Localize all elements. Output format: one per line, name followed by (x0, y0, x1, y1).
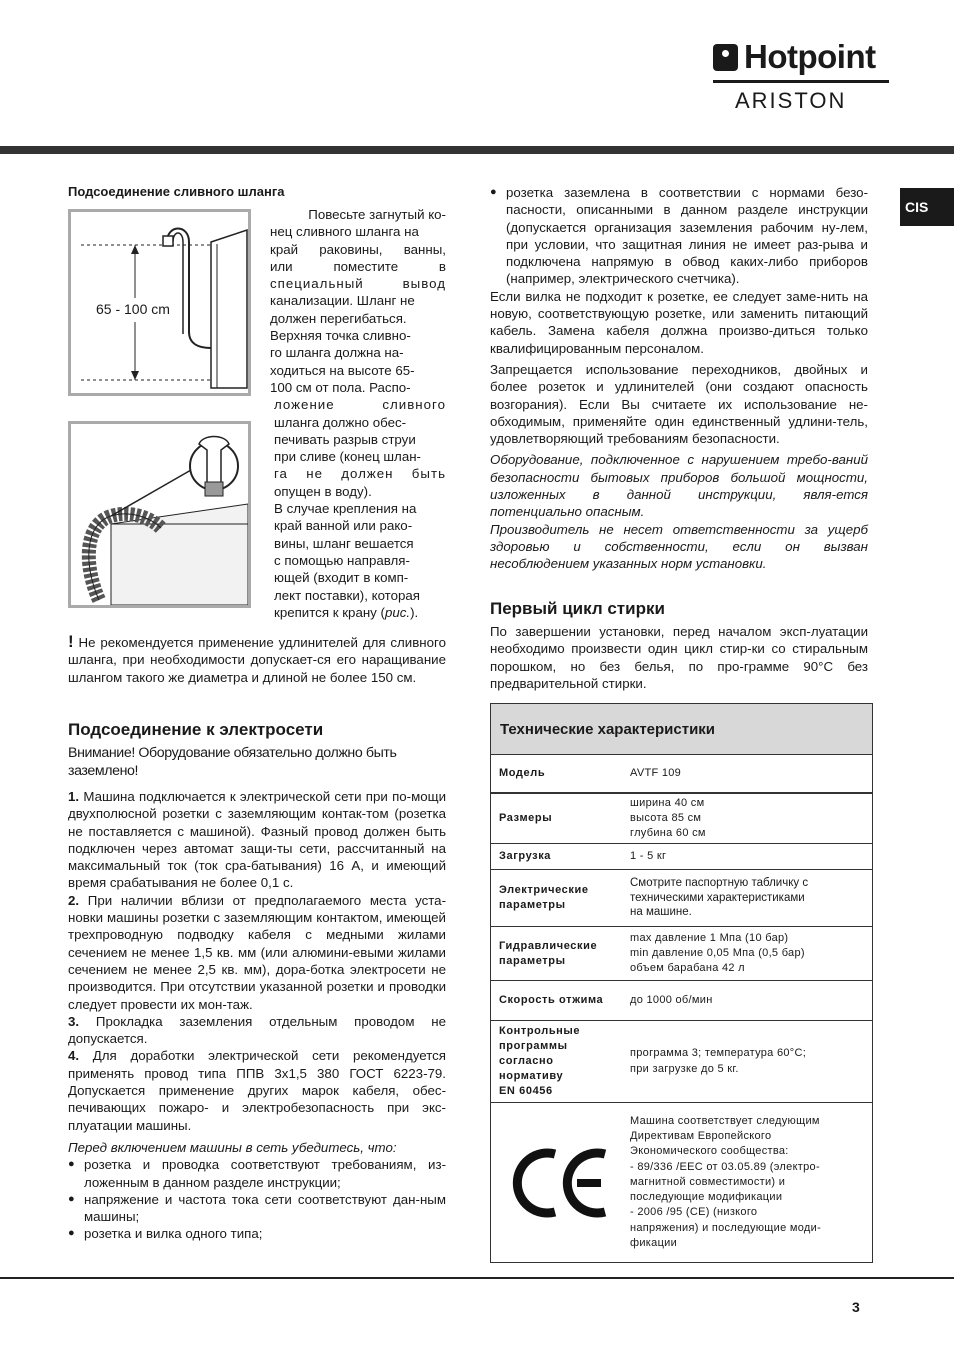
drain-line: Верхняя точка сливно- (270, 328, 411, 344)
drain-line: га не должен быть (274, 466, 446, 482)
drain-line: Повесьте загнутый ко- (308, 207, 446, 222)
language-tab: CIS (900, 188, 954, 226)
spec-row-spin: Скорость отжима до 1000 об/мин (491, 981, 872, 1021)
drain-line: ходиться на высоте 65- (270, 362, 415, 378)
drain-line: лект поставки), которая (274, 587, 421, 603)
spec-row-dimensions: Размеры ширина 40 см высота 85 см глубина 60 см (491, 793, 872, 844)
brand-name: Hotpoint (744, 38, 876, 75)
warning-icon: ! (68, 632, 74, 651)
drain-line: должен перегибаться. (270, 310, 407, 326)
drain-line: печивать разрыв струи (274, 431, 416, 447)
adapter-paragraph: Запрещается использование переходников, двойных и более розеток и удлинителей (они создают опасность возгорания). Если Вы считаете их использование не-обходимым, применяйте один единственный удлини-тель, удовлетворяющий требованиям безопасности. (490, 361, 868, 447)
electric-item: 3. Прокладка заземления отдельным проводом не допускается. (68, 1013, 446, 1047)
drain-line: край раковины, ванны, (270, 241, 446, 257)
hotpoint-logo-icon (713, 44, 738, 71)
drain-title: Подсоединение сливного шланга (68, 184, 285, 199)
drain-line: край ванной или рако- (274, 518, 413, 534)
drain-instructions (270, 206, 446, 621)
electric-item: 1. Машина подключается к электрической сети при по-мощи двухполюсной розетки с заземляющим контак-том (розетка не поставляется с машиной). Фазный провод должен быть подключен через автомат защи-ты сети, рассчитанный на максимальный ток (ток сра-батывания) 16 А, и имеющий время срабатывания не более 0,1 с. (68, 789, 446, 891)
electric-item: 4. Для доработки электрической сети рекомендуется применять провод типа ППВ 3х1,5 380 ГОСТ 6223-79. Допускается применение других марок кабеля, обес-печивающих пожаро- и электробезопасность при экс-плуатации машины. (68, 1048, 446, 1133)
page-number: 3 (852, 1299, 860, 1315)
spec-row-ce: Машина соответствует следующим Директивам Европейского Экономического сообщества: - 89/336 /EEC от 03.05.89 (электро- магнитной совместимости) и последующие модификации - 2006 /95 (CE) (низкого напряжения) и последующие моди- фикации (491, 1103, 872, 1262)
spec-row-test-programs: Контрольные программы согласно нормативу EN 60456 программа 3; температура 60°С; при загрузке до 5 кг. (491, 1021, 872, 1103)
safety-italic: Оборудование, подключенное с нарушением требо-ваний безопасности бытовых приборов большой мощности, изложенных в данной инструкции, явля-ется потенциально опасным. (490, 452, 868, 520)
drain-line: или поместите в (270, 258, 446, 274)
drain-line: В случае крепления на (274, 501, 417, 517)
drain-line: специальный вывод (270, 276, 446, 292)
drain-height-label: 65 - 100 cm (96, 301, 170, 317)
brand-sub: ARISTON (735, 88, 847, 113)
drain-hose-illustration (71, 424, 248, 605)
first-cycle-text: По завершении установки, перед началом эксп-луатации необходимо произвести один цикл стир-ки со стиральным порошком, но без белья, по про-грамме 90°С без предварительной стирки. (490, 624, 868, 691)
drain-line: ложение сливного (274, 397, 446, 413)
brand-rule (713, 80, 889, 83)
spec-table-title: Технические характеристики (491, 704, 872, 755)
spec-row-hydraulic: Гидравлические параметры max давление 1 Мпа (10 бар) min давление 0,05 Мпа (0,5 бар) объем барабана 42 л (491, 927, 872, 981)
drain-line: вины, шланг вешается (274, 535, 414, 551)
drain-line: го шланга должна на- (270, 345, 404, 361)
drain-line: нец сливного шланга на (270, 224, 419, 240)
spec-table (490, 703, 873, 1263)
drain-hose-figure (68, 421, 251, 608)
check-bullet: ● розетка и проводка соответствуют требованиям, из-ложенным в данном разделе инструкции; (68, 1156, 446, 1191)
drain-line: канализации. Шланг не (270, 293, 415, 309)
spec-row-electric: Электрические параметры Смотрите паспортную табличку с техническими характеристиками на машине. (491, 870, 872, 927)
drain-line: шланга должно обес- (274, 414, 407, 430)
check-bullet: ● напряжение и частота тока сети соответствуют дан-ным машины; (68, 1191, 446, 1226)
drain-line: ющей (входит в комп- (274, 570, 409, 586)
drain-line: при сливе (конец шлан- (274, 449, 421, 465)
ce-mark-icon (511, 1146, 611, 1220)
electric-note: Внимание! Оборудование обязательно должно быть заземлено! (68, 745, 397, 779)
electric-item: 2. При наличии вблизи от предполагаемого места уста-новки машины розетки с заземляющим контактом, имеющей трехпроводную подводку кабеля с медными жилами сечением не менее 1,5 кв. мм (или алюмини-евыми жилами сечением не менее 2,5 кв. мм), дора-ботка электросети не производится. При отсутствии указанной розетки и проводки следует провести их мон-таж. (68, 892, 446, 1012)
drain-line: с помощью направля- (274, 552, 410, 568)
grounding-bullet: ● розетка заземлена в соответствии с нормами безо-пасности, описанными в данном разделе инструкции (допускается организация заземления рабочим ну-лем, при условии, что защитная линия не имеет раз-рыва и подключена напрямую в обвод каких-либо приборов (например, электрического счетчика). (490, 184, 868, 288)
first-cycle-title: Первый цикл стирки (490, 599, 665, 618)
drain-line: опущен в воду). (274, 483, 372, 499)
drain-line: 100 см от пола. Распо- (270, 379, 411, 395)
check-bullet: ● розетка и вилка одного типа; (68, 1225, 446, 1242)
right-text (490, 184, 868, 573)
check-intro: Перед включением машины в сеть убедитесь, что: (68, 1139, 397, 1155)
drain-height-figure (68, 209, 251, 396)
footer-rule (0, 1277, 954, 1279)
drain-warning: ! Не рекомендуется применение удлинителей для сливного шланга, при необходимости допускает-ся его наращивание шлангом такого же диаметра и длиной не более 150 см. (68, 632, 446, 685)
spec-row-load: Загрузка 1 - 5 кг (491, 844, 872, 870)
brand-logo (713, 40, 889, 112)
spec-row-model: Модель AVTF 109 (491, 755, 872, 793)
liability-italic: Производитель не несет ответственности за ущерб здоровью и собственности, если он вызван несоблюдением указанных норм установки. (490, 521, 868, 572)
header-bar (0, 146, 954, 154)
drain-line-last: крепится к крану (рис.). (274, 604, 419, 620)
electric-items (68, 788, 446, 1243)
plug-paragraph: Если вилка не подходит к розетке, ее следует заме-нить на новую, соответствующую розетке, или заменить питающий кабель. Замена кабеля должна произво-диться только квалифицированным персоналом. (490, 288, 868, 356)
electric-title: Подсоединение к электросети (68, 720, 324, 739)
